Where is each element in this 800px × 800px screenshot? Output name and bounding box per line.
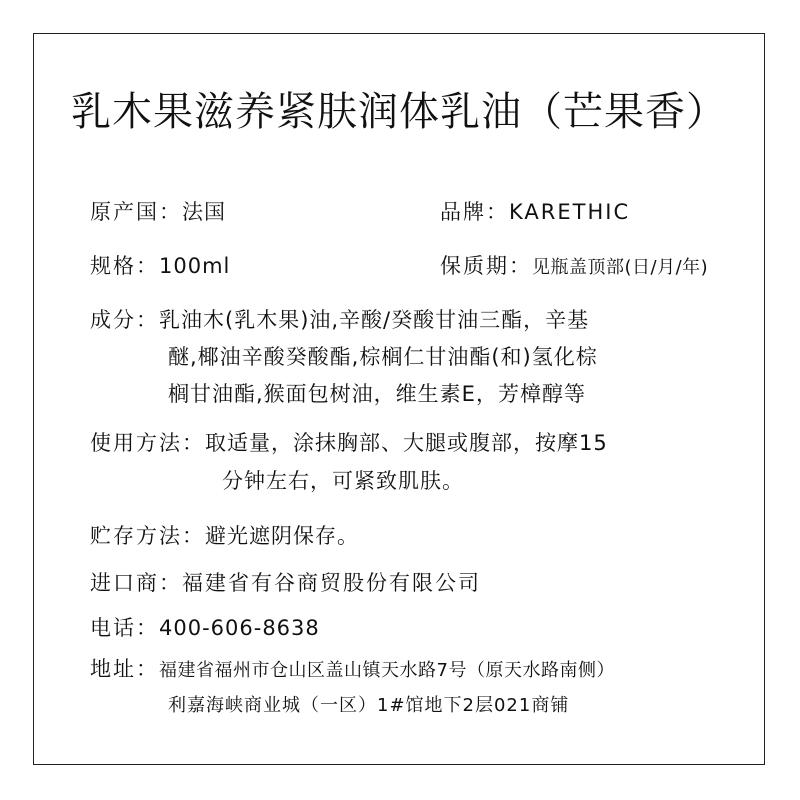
storage-label: 贮存方法： (90, 524, 205, 548)
ingredients-row (90, 305, 589, 335)
origin-value: 法国 (182, 200, 226, 224)
storage-row (90, 521, 359, 551)
address-label: 地址： (90, 657, 159, 681)
importer-value: 福建省有谷商贸股份有限公司 (182, 571, 481, 595)
address-row (90, 654, 615, 686)
spec-value: 100ml (159, 254, 231, 278)
ingredients-line: 乳油木(乳木果)油,辛酸/癸酸甘油三酯，辛基 (159, 308, 590, 332)
address-line: 福建省福州市仓山区盖山镇天水路7号（原天水路南侧） (159, 660, 615, 681)
usage-label: 使用方法： (90, 431, 205, 455)
importer-row (90, 568, 481, 598)
phone-value: 400-606-8638 (159, 616, 320, 640)
phone-label: 电话： (90, 616, 159, 640)
storage-value: 避光遮阴保存。 (205, 524, 359, 548)
address-line: 利嘉海峡商业城（一区）1#馆地下2层021商铺 (168, 695, 570, 716)
origin-label: 原产国： (90, 200, 182, 224)
usage-line: 分钟左右，可紧致肌肤。 (222, 469, 464, 493)
spec-row (90, 251, 230, 281)
usage-row (90, 428, 608, 458)
ingredients-label: 成分： (90, 308, 159, 332)
ingredients-line: 榈甘油酯,猴面包树油，维生素E，芳樟醇等 (168, 382, 586, 406)
phone-row (90, 613, 320, 643)
shelf-life-value: 见瓶盖顶部(日/月/年) (532, 257, 709, 278)
origin-row (90, 197, 226, 227)
brand-label: 品牌： (440, 200, 509, 224)
product-title: 乳木果滋养紧肤润体乳油（芒果香） (71, 89, 727, 135)
importer-label: 进口商： (90, 571, 182, 595)
usage-line: 取适量，涂抹胸部、大腿或腹部，按摩15 (205, 431, 608, 455)
brand-row (440, 197, 630, 227)
brand-value: KARETHIC (509, 200, 631, 224)
ingredients-line: 醚,椰油辛酸癸酸酯,棕榈仁甘油酯(和)氢化棕 (168, 345, 598, 369)
spec-label: 规格： (90, 254, 159, 278)
shelf-life-label: 保质期： (440, 254, 532, 278)
shelf-life-row (440, 251, 708, 283)
